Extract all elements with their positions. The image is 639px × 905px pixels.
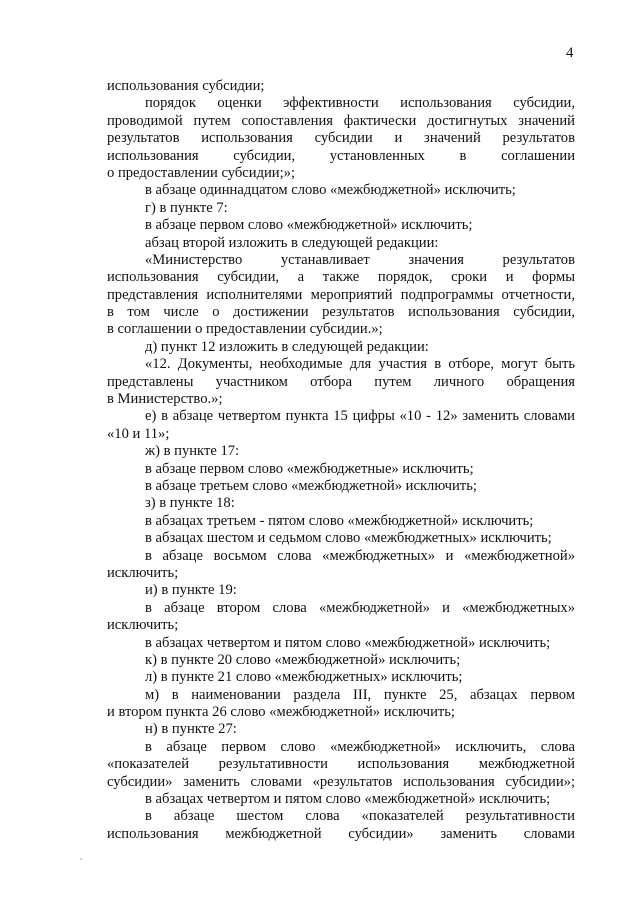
text-line: использования субсидии, установленных в соглашении — [107, 147, 575, 164]
text-line: в абзаце третьем слово «межбюджетной» исключить; — [145, 477, 477, 494]
text-line: л) в пункте 21 слово «межбюджетных» исключить; — [145, 669, 463, 686]
text-line: в том числе о достижении результатов использования субсидии, — [107, 304, 575, 321]
scan-speck — [80, 858, 82, 860]
text-line: представлены участником отбора путем личного обращения — [107, 373, 575, 390]
text-line: исключить; — [107, 564, 179, 581]
text-line: м) в наименовании раздела III, пункте 25, абзацах первом — [145, 686, 575, 703]
text-line: «12. Документы, необходимые для участия в отборе, могут быть — [145, 356, 575, 373]
text-line: абзац второй изложить в следующей редакции: — [145, 234, 439, 251]
text-line: в соглашении о предоставлении субсидии.»; — [107, 321, 383, 338]
text-line: и) в пункте 19: — [145, 582, 237, 599]
text-line: результатов использования субсидии и значений результатов — [107, 130, 575, 147]
text-line: представления исполнителями мероприятий подпрограммы отчетности, — [107, 286, 575, 303]
document-body — [107, 78, 575, 843]
text-line: в абзаце восьмом слова «межбюджетных» и «межбюджетной» — [145, 547, 575, 564]
text-line: е) в абзаце четвертом пункта 15 цифры «10 - 12» заменить словами — [145, 408, 575, 425]
text-line: в абзацах четвертом и пятом слово «межбюджетной» исключить; — [145, 634, 551, 651]
text-line: в абзаце первом слово «межбюджетной» исключить, слова — [145, 738, 575, 755]
text-line: в абзаце первом слово «межбюджетной» исключить; — [145, 217, 473, 234]
text-line: проводимой путем сопоставления фактически достигнутых значений — [107, 112, 575, 129]
text-line: ж) в пункте 17: — [145, 443, 240, 460]
text-line: «показателей результативности использования межбюджетной — [107, 756, 575, 773]
text-line: в абзацах шестом и седьмом слово «межбюджетных» исключить; — [145, 530, 552, 547]
text-line: «10 и 11»; — [107, 425, 170, 442]
text-line: и втором пункта 26 слово «межбюджетной» исключить; — [107, 704, 455, 721]
text-line: н) в пункте 27: — [145, 721, 237, 738]
text-line: в абзаце шестом слова «показателей результативности — [145, 808, 575, 825]
text-line: з) в пункте 18: — [145, 495, 235, 512]
text-line: в Министерство.»; — [107, 391, 223, 408]
text-line: использования межбюджетной субсидии» заменить словами — [107, 825, 575, 842]
text-line: порядок оценки эффективности использования субсидии, — [145, 95, 575, 112]
text-line: «Министерство устанавливает значения результатов — [145, 251, 575, 268]
text-line: использования субсидии, а также порядок, сроки и формы — [107, 269, 575, 286]
text-line: г) в пункте 7: — [145, 199, 228, 216]
page-number: 4 — [566, 45, 574, 61]
text-line: использования субсидии; — [107, 78, 265, 94]
text-line: д) пункт 12 изложить в следующей редакции: — [145, 338, 429, 355]
text-line: в абзаце втором слова «межбюджетной» и «межбюджетных» — [145, 599, 575, 616]
text-line: к) в пункте 20 слово «межбюджетной» исключить; — [145, 651, 461, 668]
text-line: в абзаце первом слово «межбюджетные» исключить; — [145, 460, 474, 477]
text-line: субсидии» заменить словами «результатов использования субсидии»; — [107, 773, 575, 790]
text-line: в абзаце одиннадцатом слово «межбюджетной» исключить; — [145, 182, 516, 199]
text-line: в абзацах четвертом и пятом слово «межбюджетной» исключить; — [145, 791, 551, 808]
text-line: в абзацах третьем - пятом слово «межбюджетной» исключить; — [145, 512, 534, 529]
text-line: исключить; — [107, 617, 179, 634]
text-line: о предоставлении субсидии;»; — [107, 164, 296, 181]
